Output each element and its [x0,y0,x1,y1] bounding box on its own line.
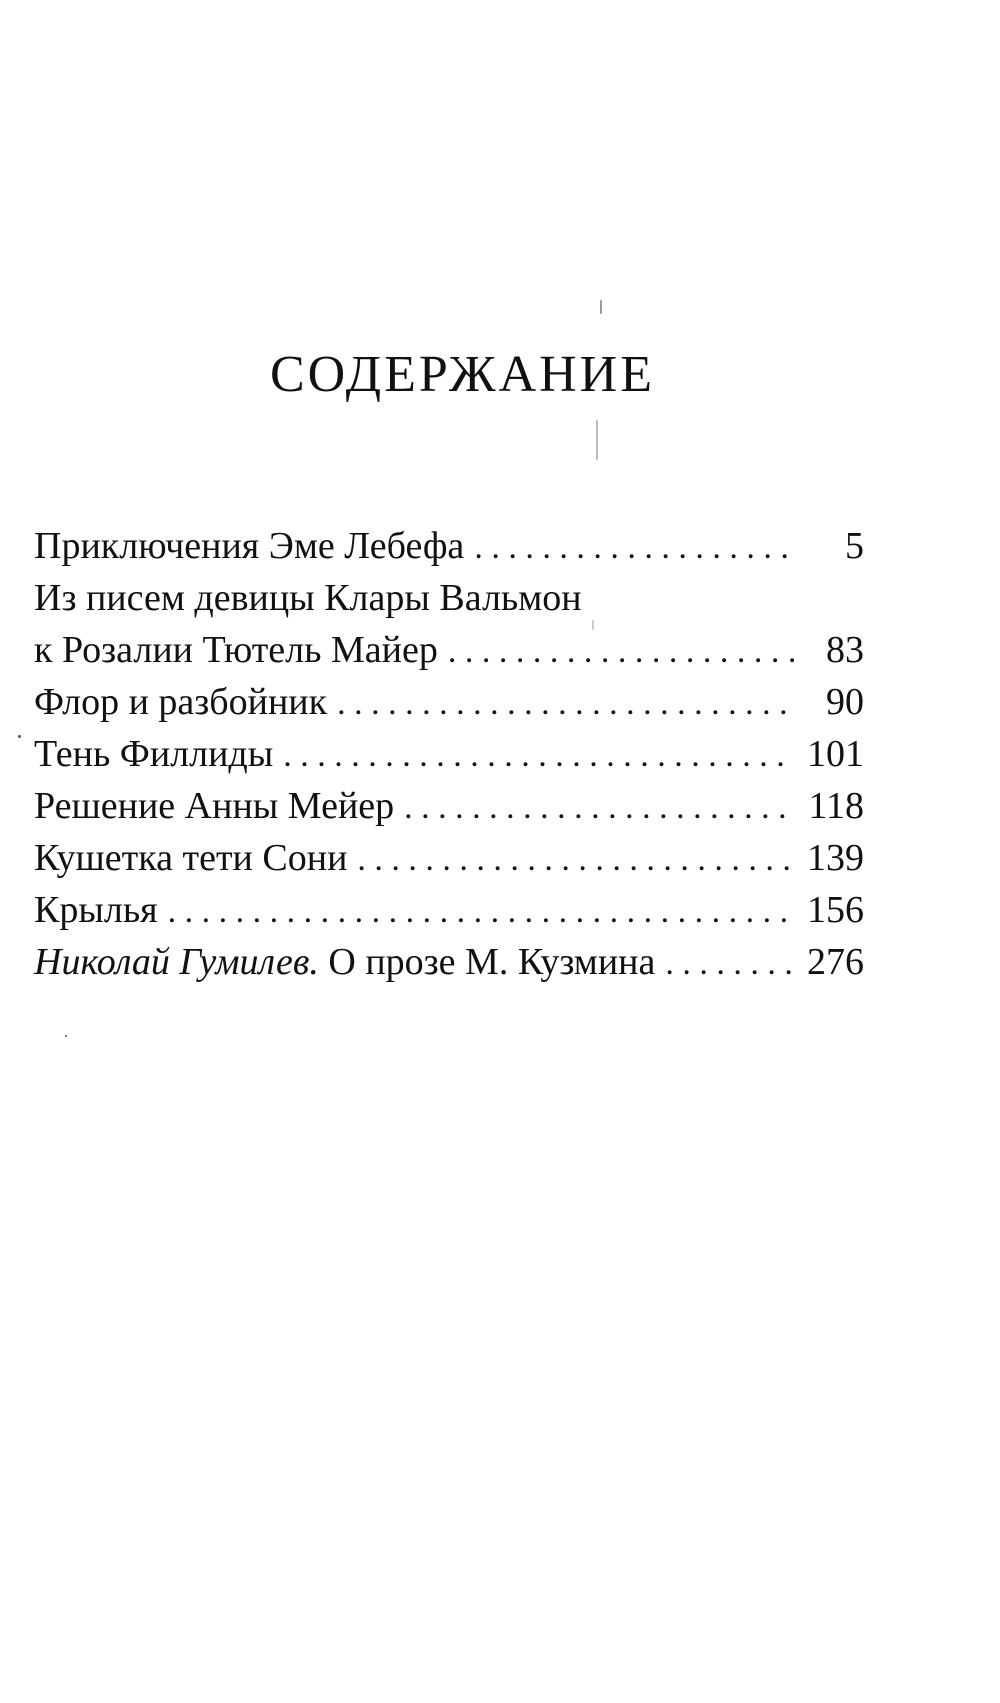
toc-entry [34,728,864,780]
toc-entry-title-text: О прозе М. Кузмина [328,941,656,983]
toc-entry-title: Решение Анны Мейер [34,785,395,827]
toc-entry-title: Тень Филлиды [34,733,274,775]
toc-entry-title-line1: Из писем девицы Клары Вальмон [34,577,582,619]
paper-speck [592,620,594,630]
paper-speck [65,1035,67,1037]
dot-leader [474,522,794,574]
toc-entry-page: 5 [845,525,864,567]
toc-entry-title: Кушетка тети Сони [34,837,348,879]
page-title: СОДЕРЖАНИЕ [270,346,655,403]
toc-entry-page: 139 [807,837,864,879]
dot-leader [283,730,794,782]
paper-speck [18,735,21,738]
toc-entry-title [34,936,655,988]
toc-entry [34,936,864,988]
toc-entry-page: 118 [808,785,864,827]
toc-entry [34,520,864,572]
toc-entry-author: Николай Гумилев. [34,941,319,983]
toc-entry-title: Крылья [34,889,158,931]
toc-entry-page: 83 [826,629,864,671]
toc-entry-line1 [34,572,864,624]
table-of-contents [34,520,864,988]
toc-entry [34,832,864,884]
dot-leader [357,834,794,886]
dot-leader [168,886,794,938]
toc-entry [34,676,864,728]
paper-speck [596,420,598,460]
dot-leader [404,782,794,834]
toc-entry-page: 156 [807,889,864,931]
dot-leader [665,938,794,990]
toc-entry-page: 90 [826,681,864,723]
toc-entry [34,780,864,832]
toc-entry-page: 101 [807,733,864,775]
paper-speck [600,300,602,314]
toc-entry-title: Флор и разбойник [34,681,328,723]
toc-entry-line2 [34,624,864,676]
toc-entry-page: 276 [807,941,864,983]
dot-leader [337,678,794,730]
toc-entry [34,884,864,936]
toc-entry-title: Приключения Эме Лебефа [34,525,465,567]
toc-entry-title-line2: к Розалии Тютель Майер [34,629,438,671]
dot-leader [448,626,794,678]
